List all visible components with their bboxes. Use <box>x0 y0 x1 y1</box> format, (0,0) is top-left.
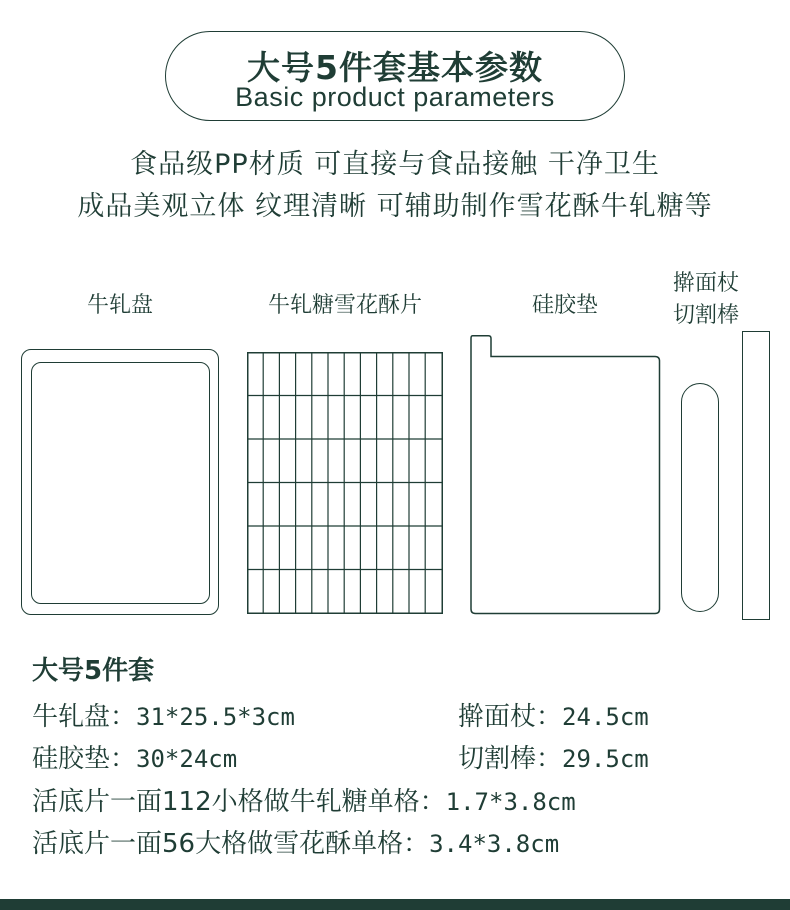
description-line-2: 成品美观立体 纹理清晰 可辅助制作雪花酥牛轧糖等 <box>77 191 713 222</box>
specs-heading: 大号5件套 <box>32 656 155 686</box>
spec-tray-label: 牛轧盘： <box>32 702 137 732</box>
spec-large-grid-label: 活底片一面56大格做雪花酥单格： <box>32 829 430 859</box>
spec-large-grid-value: 3.4*3.8cm <box>429 830 560 858</box>
cutter-illustration <box>742 331 770 620</box>
page-title: 大号5件套基本参数 <box>247 48 543 87</box>
spec-small-grid-value: 1.7*3.8cm <box>445 788 576 816</box>
tray-inner-outline <box>31 362 210 604</box>
spec-rolling-pin <box>458 696 649 733</box>
spec-cutter-label: 切割棒： <box>458 744 563 774</box>
tray-label: 牛轧盘 <box>86 293 153 318</box>
silicone-mat-illustration <box>469 335 663 617</box>
rolling-pin-label: 擀面杖 <box>672 271 739 296</box>
title-badge <box>165 31 625 121</box>
spec-rolling-pin-value: 24.5cm <box>562 703 649 731</box>
description-line-1: 食品级PP材质 可直接与食品接触 干净卫生 <box>130 149 660 180</box>
spec-cutter <box>458 738 649 775</box>
spec-tray-value: 31*25.5*3cm <box>136 703 295 731</box>
page-subtitle: Basic product parameters <box>235 82 555 112</box>
grid-lines <box>247 352 443 614</box>
spec-tray <box>32 696 295 733</box>
spec-mat-value: 30*24cm <box>136 745 238 773</box>
rolling-pin-illustration <box>681 383 719 612</box>
spec-mat <box>32 738 237 775</box>
cutter-label: 切割棒 <box>672 303 739 328</box>
spec-small-grid-label: 活底片一面112小格做牛轧糖单格： <box>32 787 446 817</box>
spec-large-grid <box>32 823 559 860</box>
grid-sheet-illustration <box>247 352 443 614</box>
silicone-mat-label: 硅胶垫 <box>531 293 598 318</box>
spec-cutter-value: 29.5cm <box>562 745 649 773</box>
spec-small-grid <box>32 781 576 818</box>
footer-bar <box>0 899 790 910</box>
grid-sheet-label: 牛轧糖雪花酥片 <box>267 293 422 318</box>
spec-rolling-pin-label: 擀面杖： <box>458 702 563 732</box>
spec-mat-label: 硅胶垫： <box>32 744 137 774</box>
